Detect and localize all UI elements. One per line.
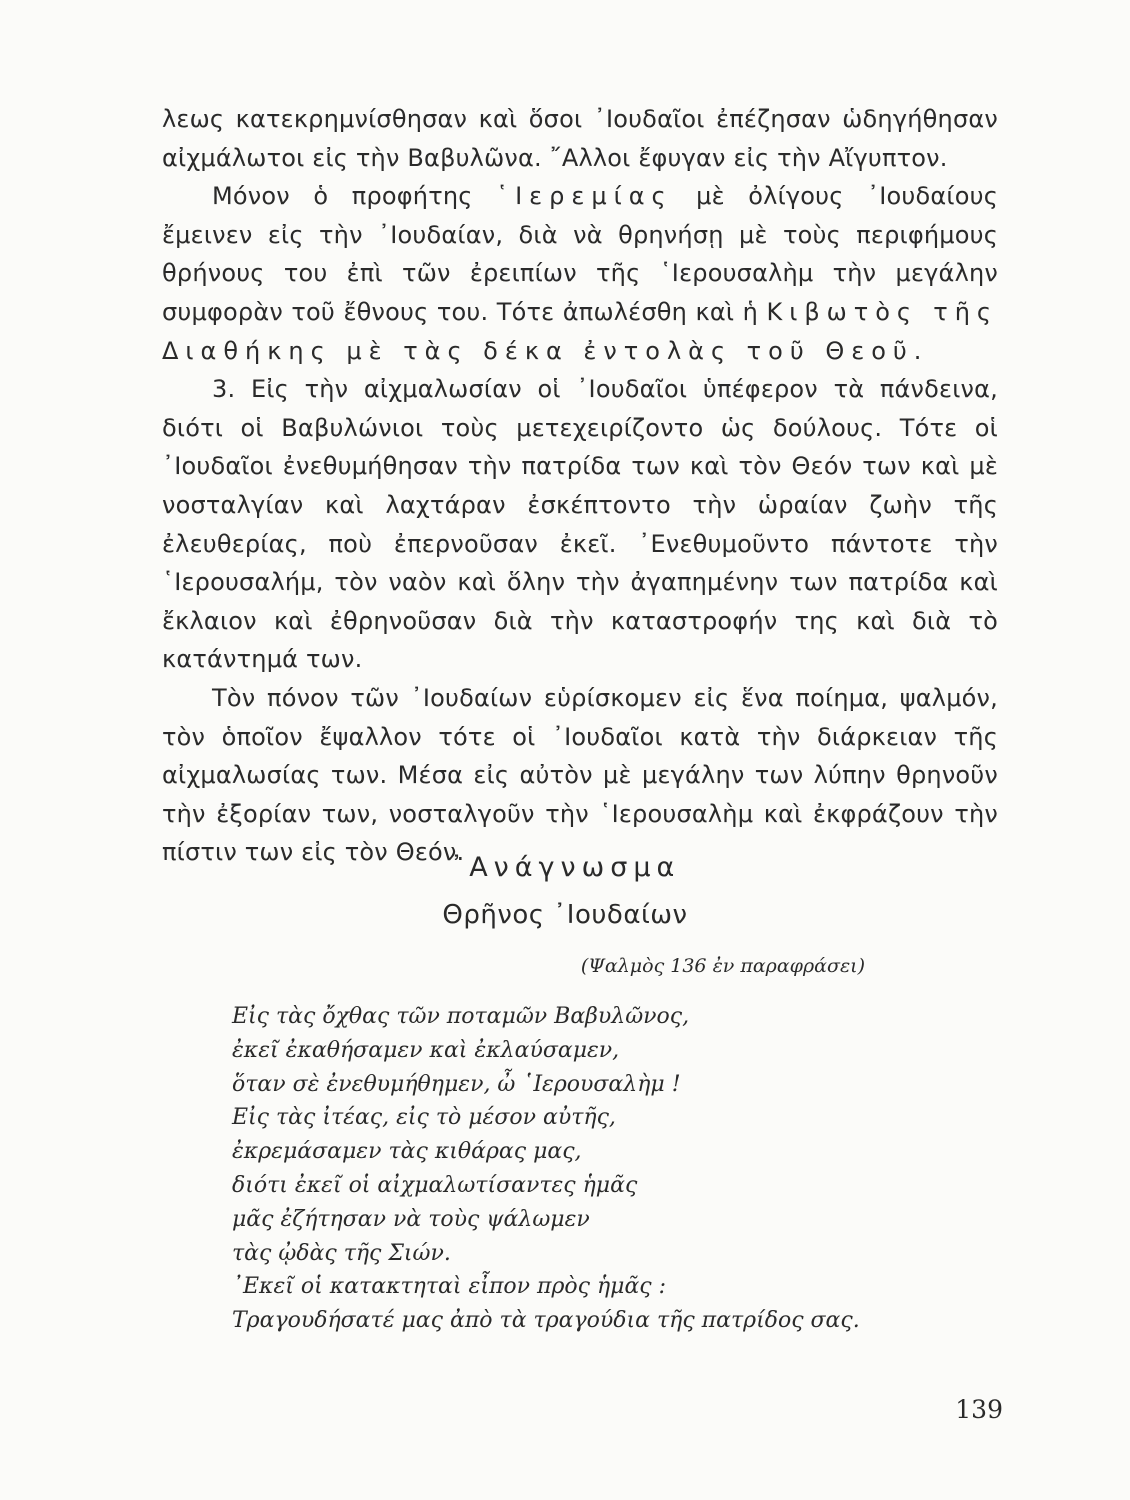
- poem-line: διότι ἐκεῖ οἱ αἰχμαλωτίσαντες ἡμᾶς: [232, 1172, 638, 1198]
- poem-line: μᾶς ἐζήτησαν νὰ τοὺς ψάλωμεν: [232, 1206, 590, 1232]
- paragraph-2: [162, 177, 998, 370]
- ark-of-covenant: Κιβωτὸς τῆς Διαθήκης μὲ τὰς δέκα ἐντολὰς τοῦ Θεοῦ.: [162, 297, 998, 365]
- body-text: [162, 100, 998, 872]
- poem-line: ᾿Εκεῖ οἱ κατακτηταὶ εἶπον πρὸς ἡμᾶς :: [232, 1274, 667, 1300]
- poem: [232, 1000, 972, 1338]
- poem-line: ὅταν σὲ ἐνεθυμήθημεν, ὦ ῾Ιερουσαλὴμ !: [232, 1071, 681, 1097]
- poem-line: Τραγουδήσατέ μας ἀπὸ τὰ τραγούδια τῆς πατρίδος σας.: [232, 1308, 860, 1334]
- poem-line: τὰς ᾠδὰς τῆς Σιών.: [232, 1240, 451, 1266]
- poem-line: ἐκρεμάσαμεν τὰς κιθάρας μας,: [232, 1139, 582, 1165]
- paragraph-1: λεως κατεκρημνίσθησαν καὶ ὅσοι ᾿Ιουδαῖοι ἐπέζησαν ὡδηγήθησαν αἰχμάλωτοι εἰς τὴν Βαβυλῶνα. ῎Αλλοι ἔφυγαν εἰς τὴν Αἴγυπτον.: [162, 105, 998, 172]
- poem-line: Εἰς τὰς ἰτέας, εἰς τὸ μέσον αὐτῆς,: [232, 1105, 616, 1131]
- paragraph-2-middle: μὲ ὀλίγους ᾿Ιουδαίους ἔμεινεν εἰς τὴν ᾿Ιουδαίαν, διὰ νὰ θρηνήσῃ μὲ τοὺς περιφήμους θρήνους του ἐπὶ τῶν ἐρειπίων τῆς ῾Ιερουσαλὴμ τὴν μεγάλην συμφορὰν τοῦ ἔθνους του. Τότε ἀπωλέσθη καὶ ἡ: [162, 182, 998, 326]
- reading-label: ᾿Ανάγνωσμα: [449, 852, 681, 883]
- paragraph-4: Τὸν πόνον τῶν ᾿Ιουδαίων εὑρίσκομεν εἰς ἕνα ποίημα, ψαλμόν, τὸν ὁποῖον ἔψαλλον τότε οἱ ᾿Ιουδαῖοι κατὰ τὴν διάρκειαν τῆς αἰχμαλωσίας των. Μέσα εἰς αὐτὸν μὲ μεγάλην των λύπην θρηνοῦν τὴν ἐξορίαν των, νοσταλγοῦν τὴν ῾Ιερουσαλὴμ καὶ ἐκφράζουν τὴν πίστιν των εἰς τὸν Θεόν.: [162, 683, 998, 867]
- paragraph-3: 3. Εἰς τὴν αἰχμαλωσίαν οἱ ᾿Ιουδαῖοι ὑπέφερον τὰ πάνδεινα, διότι οἱ Βαβυλώνιοι τοὺς μετεχειρίζοντο ὡς δούλους. Τότε οἱ ᾿Ιουδαῖοι ἐνεθυμήθησαν τὴν πατρίδα των καὶ τὸν Θεόν των καὶ μὲ νοσταλγίαν καὶ λαχτάραν ἐσκέπτοντο τὴν ὡραίαν ζωὴν τῆς ἐλευθερίας, ποὺ ἐπερνοῦσαν ἐκεῖ. ᾿Ενεθυμοῦντο πάντοτε τὴν ῾Ιερουσαλήμ, τὸν ναὸν καὶ ὅλην τὴν ἀγαπημένην των πατρίδα καὶ ἔκλαιον καὶ ἐθρηνοῦσαν διὰ τὴν καταστροφήν της καὶ διὰ τὸ κατάντημά των.: [162, 375, 998, 674]
- page-number: 139: [955, 1395, 1003, 1424]
- paragraph-2-start: Μόνον ὁ προφήτης: [212, 182, 497, 211]
- poem-line: Εἰς τὰς ὄχθας τῶν ποταμῶν Βαβυλῶνος,: [232, 1004, 690, 1029]
- reading-title: Θρῆνος ᾿Ιουδαίων: [442, 900, 688, 930]
- poem-line: ἐκεῖ ἐκαθήσαμεν καὶ ἐκλαύσαμεν,: [232, 1037, 620, 1063]
- reading-subtitle: (Ψαλμὸς 136 ἐν παραφράσει): [580, 955, 865, 977]
- prophet-name: ῾Ιερεμίας: [496, 182, 673, 211]
